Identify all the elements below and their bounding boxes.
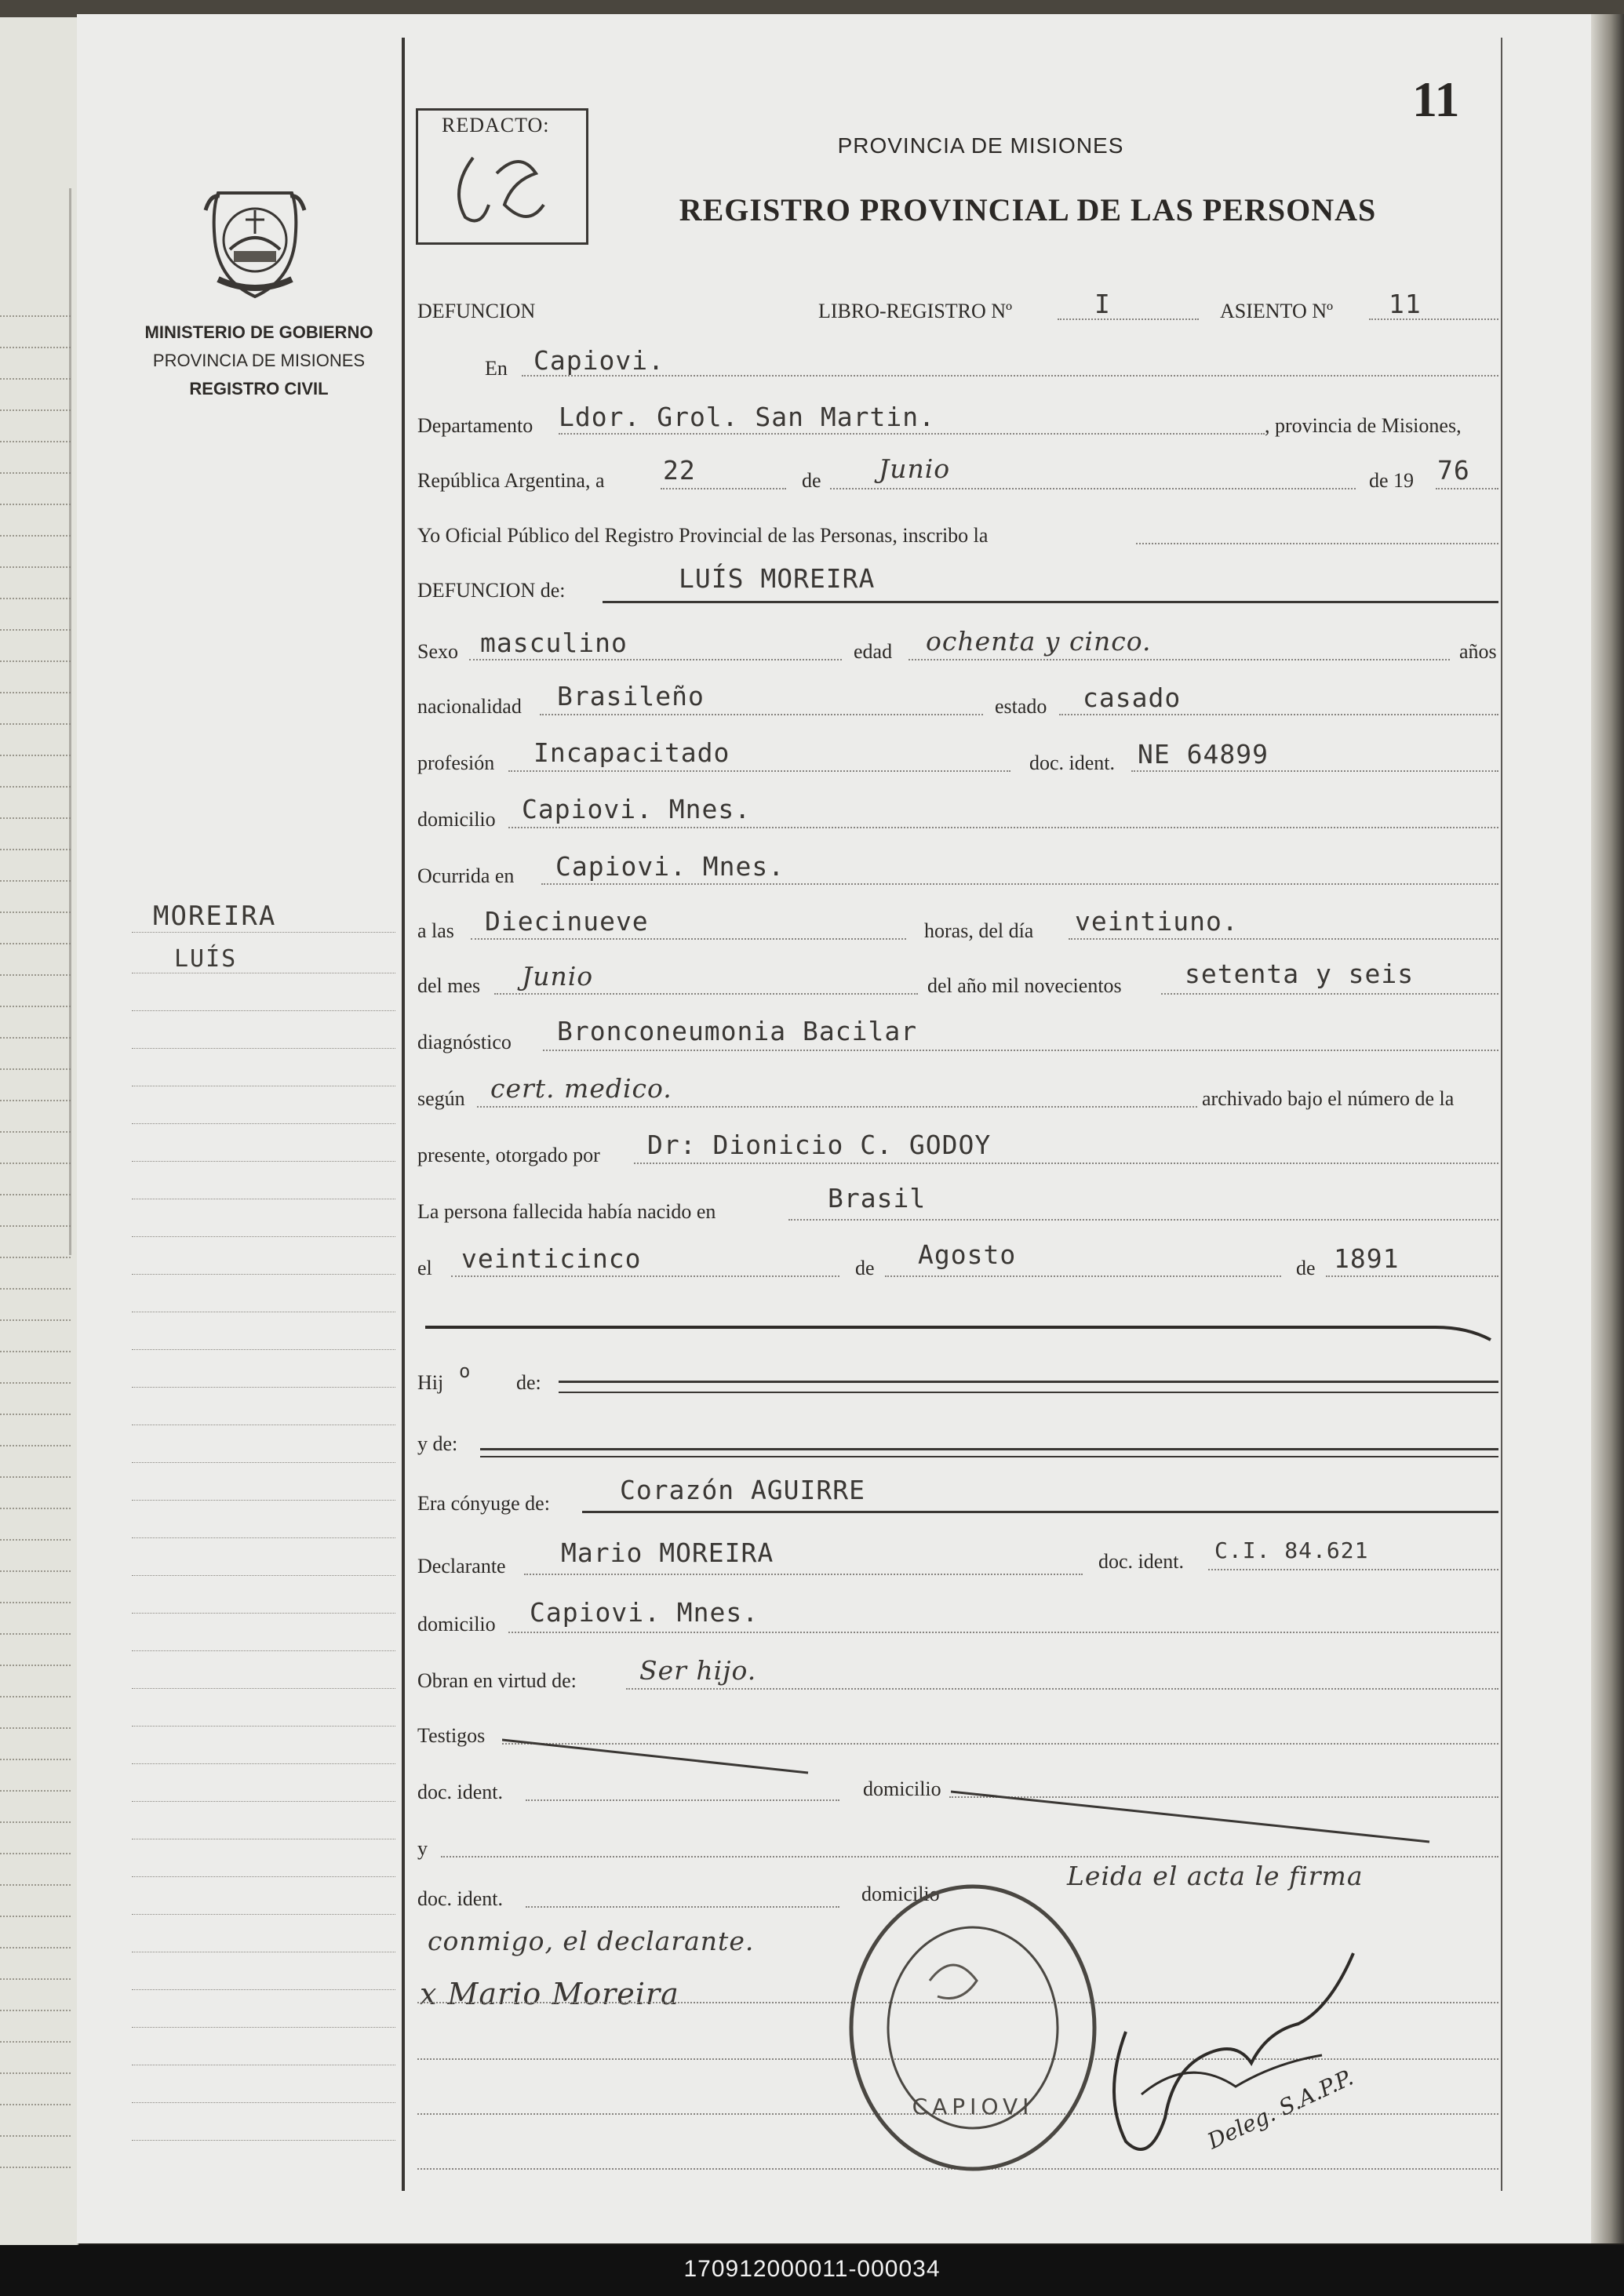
- ledger-stub: [0, 1445, 71, 1446]
- margin-line: [132, 1575, 395, 1576]
- nac-mes-line: [885, 1275, 1281, 1277]
- segun-value: cert. medico.: [490, 1073, 672, 1104]
- margin-line: [132, 1763, 395, 1764]
- estado-value: casado: [1083, 682, 1182, 713]
- margin-line: [132, 1650, 395, 1651]
- margin-line: [132, 1688, 395, 1689]
- margin-line: [132, 1914, 395, 1915]
- hijo-line-top: [559, 1381, 1498, 1383]
- ledger-stub: [0, 1163, 71, 1164]
- margin-line: [132, 932, 395, 933]
- nacionalidad-label: nacionalidad: [417, 695, 522, 718]
- estado-line: [1059, 714, 1498, 715]
- en-line: [522, 375, 1498, 377]
- ledger-stub: [0, 1288, 71, 1290]
- margin-line: [132, 1161, 395, 1162]
- obran-label: Obran en virtud de:: [417, 1669, 577, 1692]
- margin-line: [132, 1801, 395, 1802]
- oficial-text: Yo Oficial Público del Registro Provincial de las Personas, inscribo la: [417, 524, 989, 547]
- ledger-stub: [0, 1821, 71, 1823]
- del-mes-label: del mes: [417, 974, 481, 997]
- libro-line: [1058, 318, 1199, 320]
- el-label: el: [417, 1257, 432, 1279]
- ledger-stub: [0, 472, 71, 474]
- official-signature-icon: [1094, 1938, 1369, 2173]
- hijo-label: Hij: [417, 1371, 444, 1394]
- nac-anio-value: 1891: [1334, 1243, 1400, 1274]
- de-label: de: [802, 469, 821, 492]
- ledger-stub: [0, 315, 71, 317]
- sexo-line: [469, 659, 842, 660]
- testigos-cancel-stroke: [502, 1732, 816, 1779]
- margin-line: [132, 1537, 395, 1538]
- doc-ident-line: [1131, 770, 1498, 772]
- ledger-stub: [0, 2104, 71, 2105]
- declarante-value: Mario MOREIRA: [561, 1537, 774, 1568]
- oficial-line: [1136, 543, 1498, 544]
- presente-value: Dr: Dionicio C. GODOY: [647, 1130, 992, 1160]
- ledger-stub: [0, 1759, 71, 1760]
- a-las-label: a las: [417, 919, 454, 942]
- anio-label: del año mil novecientos: [927, 974, 1122, 997]
- testigo-dom-cancel-stroke: [951, 1787, 1437, 1850]
- asiento-value: 11: [1389, 289, 1422, 319]
- conyuge-label: Era cónyuge de:: [417, 1492, 550, 1515]
- edad-line: [908, 659, 1450, 660]
- segun-label: según: [417, 1087, 465, 1110]
- margin-line: [132, 2140, 395, 2141]
- domicilio-value: Capiovi. Mnes.: [522, 794, 752, 824]
- redacto-initials-icon: [442, 142, 559, 235]
- doc-ident-label: doc. ident.: [1029, 751, 1116, 774]
- ledger-stub: [0, 1665, 71, 1666]
- edad-value: ochenta y cinco.: [926, 626, 1152, 657]
- mes-line: [494, 993, 918, 995]
- ledger-stub: [0, 1947, 71, 1949]
- fecha-mes-line: [830, 488, 1356, 489]
- ledger-stub: [0, 660, 71, 662]
- anios-label: años: [1459, 640, 1497, 663]
- en-value: Capiovi.: [533, 345, 665, 376]
- ledger-stub: [0, 1978, 71, 1980]
- defuncion-de-line: [603, 601, 1498, 603]
- conyuge-line: [582, 1511, 1498, 1513]
- ledger-stub: [0, 723, 71, 725]
- ledger-stub: [0, 409, 71, 411]
- conyuge-value: Corazón AGUIRRE: [620, 1475, 866, 1505]
- ledger-stub: [0, 1131, 71, 1133]
- fallecido-name: LUÍS MOREIRA: [679, 563, 876, 594]
- nacido-label: La persona fallecida había nacido en: [417, 1200, 716, 1223]
- declarante-dom-line: [508, 1632, 1498, 1633]
- fecha-mes: Junio: [879, 453, 951, 484]
- fecha-anio-line: [1436, 488, 1498, 489]
- fecha-anio: 76: [1437, 455, 1470, 486]
- ledger-stub: [0, 1853, 71, 1854]
- firma-declarante: x Mario Moreira: [420, 1977, 679, 2011]
- binding-thread: [69, 188, 78, 1255]
- leida-text: Leida el acta le firma: [1067, 1861, 1364, 1891]
- ocurrida-line: [541, 883, 1498, 885]
- profesion-value: Incapacitado: [533, 737, 730, 768]
- ledger-stub: [0, 849, 71, 850]
- ministry-province: PROVINCIA DE MISIONES: [152, 351, 366, 370]
- ledger-stub: [0, 2072, 71, 2074]
- conmigo-text: conmigo, el declarante.: [428, 1926, 755, 1956]
- ledger-stub: [0, 1006, 71, 1007]
- declarante-dom-label: domicilio: [417, 1613, 496, 1636]
- sexo-value: masculino: [480, 628, 628, 658]
- domicilio-label: domicilio: [417, 808, 496, 831]
- segun-line: [477, 1106, 1197, 1108]
- margin-line: [132, 1462, 395, 1463]
- libro-label: LIBRO-REGISTRO Nº: [818, 300, 1013, 322]
- sexo-label: Sexo: [417, 640, 458, 663]
- ledger-stub: [0, 504, 71, 505]
- nac-dia-value: veinticinco: [461, 1243, 642, 1274]
- margin-line: [132, 1387, 395, 1388]
- margin-line: [132, 1876, 395, 1877]
- anio-value: setenta y seis: [1185, 959, 1415, 989]
- departamento-value: Ldor. Grol. San Martin.: [559, 402, 935, 432]
- ledger-stub: [0, 566, 71, 568]
- ledger-stub: [0, 1037, 71, 1039]
- page-number: 11: [1412, 71, 1460, 127]
- margin-line: [132, 1123, 395, 1124]
- ledger-stub: [0, 1476, 71, 1478]
- ledger-stub: [0, 1916, 71, 1917]
- ministry-registry: REGISTRO CIVIL: [189, 379, 329, 398]
- testigo2-doc-line: [526, 1906, 839, 1908]
- testigo-doc-label: doc. ident.: [417, 1781, 504, 1803]
- edad-label: edad: [854, 640, 893, 663]
- defuncion-heading: DEFUNCION: [417, 300, 536, 322]
- ledger-stub: [0, 1194, 71, 1195]
- testigos-label: Testigos: [417, 1724, 486, 1747]
- ledger-stub: [0, 2010, 71, 2011]
- ledger-stub: [0, 880, 71, 882]
- nacido-value: Brasil: [828, 1183, 927, 1213]
- ledger-stub: [0, 943, 71, 944]
- left-page-edge: [0, 17, 78, 2245]
- ledger-stub: [0, 1790, 71, 1792]
- dia-line: [1069, 938, 1498, 940]
- ledger-stub: [0, 1225, 71, 1227]
- anio-line: [1161, 993, 1498, 995]
- diagnostico-value: Bronconeumonia Bacilar: [557, 1016, 918, 1046]
- testigo-doc-line: [526, 1799, 839, 1801]
- margin-line: [132, 2027, 395, 2028]
- y-de-label: y de:: [417, 1432, 458, 1455]
- presente-label: presente, otorgado por: [417, 1144, 600, 1166]
- asiento-label: ASIENTO Nº: [1220, 300, 1334, 322]
- stamp-center-text: CAPIOVI: [912, 2094, 1034, 2120]
- margin-line: [132, 2102, 395, 2103]
- ledger-stub: [0, 1539, 71, 1541]
- nac-de2-label: de: [1296, 1257, 1316, 1279]
- declarante-doc-label: doc. ident.: [1098, 1550, 1185, 1573]
- ledger-stub: [0, 786, 71, 788]
- hijo-de-label: de:: [516, 1371, 541, 1394]
- de-19-label: de 19: [1369, 469, 1415, 492]
- nacido-line: [788, 1219, 1498, 1221]
- ledger-stub: [0, 629, 71, 631]
- declarante-line: [524, 1574, 1083, 1575]
- obran-value: Ser hijo.: [639, 1655, 757, 1686]
- diagnostico-label: diagnóstico: [417, 1031, 512, 1053]
- presente-line: [634, 1163, 1498, 1164]
- margin-line: [132, 1500, 395, 1501]
- ledger-stub: [0, 1508, 71, 1509]
- ledger-stub: [0, 598, 71, 599]
- ledger-stub: [0, 755, 71, 756]
- y-label: y: [417, 1837, 428, 1860]
- form-right-rule: [1501, 38, 1502, 2191]
- ledger-stub: [0, 1884, 71, 1886]
- ledger-stub: [0, 1696, 71, 1697]
- ledger-stub: [0, 378, 71, 380]
- margin-line: [132, 1989, 395, 1990]
- estado-label: estado: [995, 695, 1047, 718]
- ledger-stub: [0, 2135, 71, 2137]
- provincial-seal-icon: [202, 179, 308, 303]
- nac-anio-line: [1326, 1275, 1498, 1277]
- ledger-stub: [0, 817, 71, 819]
- margin-line: [132, 1048, 395, 1049]
- nacionalidad-line: [540, 714, 983, 715]
- en-label: En: [485, 357, 508, 380]
- hijo-suffix: o: [459, 1360, 472, 1382]
- dia-value: veintiuno.: [1075, 906, 1239, 937]
- nac-de-label: de: [855, 1257, 875, 1279]
- defuncion-de-label: DEFUNCION de:: [417, 579, 566, 602]
- ledger-stub: [0, 1068, 71, 1070]
- departamento-line: [559, 433, 1265, 435]
- image-id-caption: 170912000011-000034: [683, 2256, 941, 2282]
- margin-line: [132, 1613, 395, 1614]
- nac-dia-line: [451, 1275, 839, 1277]
- ledger-stub: [0, 1351, 71, 1352]
- book-right-edge: [1591, 14, 1624, 2243]
- declarante-doc-value: C.I. 84.621: [1214, 1537, 1369, 1563]
- horas-label: horas, del día: [924, 919, 1034, 942]
- margin-rule: [402, 38, 405, 2191]
- ledger-stub: [0, 1602, 71, 1603]
- ministry-header: [126, 318, 392, 403]
- fecha-dia-line: [661, 488, 786, 489]
- margin-surname: MOREIRA: [153, 901, 277, 932]
- hora-value: Diecinueve: [485, 906, 649, 937]
- province-title: PROVINCIA DE MISIONES: [837, 133, 1124, 158]
- declarante-label: Declarante: [417, 1555, 506, 1577]
- margin-line: [132, 1236, 395, 1237]
- ledger-stub: [0, 692, 71, 693]
- testigo-dom-label: domicilio: [863, 1777, 941, 1800]
- ocurrida-label: Ocurrida en: [417, 864, 515, 887]
- ledger-stub: [0, 2041, 71, 2043]
- provincia-suffix: , provincia de Misiones,: [1265, 414, 1462, 437]
- cancel-stroke: [416, 1318, 1498, 1349]
- ledger-stub: [0, 911, 71, 913]
- fecha-dia: 22: [663, 455, 696, 486]
- hijo-line: [559, 1392, 1498, 1393]
- profesion-line: [508, 770, 1010, 772]
- ministry-title: MINISTERIO DE GOBIERNO: [144, 322, 373, 342]
- ledger-stub: [0, 1414, 71, 1415]
- y-de-line: [480, 1456, 1498, 1457]
- registry-stamp-icon: [843, 1879, 1102, 2177]
- ledger-stub: [0, 1319, 71, 1321]
- hora-line: [471, 938, 906, 940]
- redacto-box: [416, 108, 588, 245]
- domicilio-line: [508, 827, 1498, 828]
- margin-line: [132, 1349, 395, 1350]
- margin-line: [132, 1274, 395, 1275]
- margin-line: [132, 1726, 395, 1727]
- ledger-stub: [0, 441, 71, 442]
- doc-ident-value: NE 64899: [1138, 739, 1269, 770]
- ocurrida-value: Capiovi. Mnes.: [555, 851, 785, 882]
- ledger-stub: [0, 1382, 71, 1384]
- ledger-stub: [0, 974, 71, 976]
- mes-value: Junio: [522, 961, 594, 992]
- ledger-stub: [0, 347, 71, 348]
- nacionalidad-value: Brasileño: [557, 681, 705, 711]
- profesion-label: profesión: [417, 751, 495, 774]
- ledger-stub: [0, 2167, 71, 2168]
- declarante-doc-line: [1208, 1569, 1498, 1570]
- ledger-stub: [0, 1727, 71, 1729]
- y-de-line-top: [480, 1448, 1498, 1450]
- margin-given-name: LUÍS: [174, 945, 238, 973]
- republica-label: República Argentina, a: [417, 469, 605, 492]
- signature-title: Deleg. S.A.P.P.: [1203, 2064, 1357, 2155]
- margin-line: [132, 1010, 395, 1011]
- ledger-stub: [0, 1257, 71, 1258]
- ledger-stub: [0, 1100, 71, 1101]
- redacto-label: REDACTO:: [442, 114, 550, 136]
- testigo2-dom-label: domicilio: [861, 1883, 940, 1905]
- ledger-stub: [0, 1570, 71, 1572]
- obran-line: [626, 1688, 1498, 1690]
- nac-mes-value: Agosto: [918, 1239, 1017, 1270]
- libro-value: I: [1094, 289, 1111, 319]
- ledger-stub: [0, 1633, 71, 1635]
- footer-bar: [0, 2245, 1624, 2296]
- ledger-stub: [0, 535, 71, 537]
- archivado-label: archivado bajo el número de la: [1202, 1087, 1455, 1110]
- testigo2-line: [441, 1856, 1498, 1858]
- declarante-dom-value: Capiovi. Mnes.: [530, 1597, 759, 1628]
- diagnostico-line: [543, 1050, 1498, 1051]
- testigo2-doc-label: doc. ident.: [417, 1887, 504, 1910]
- registry-title: REGISTRO PROVINCIAL DE LAS PERSONAS: [679, 192, 1377, 227]
- departamento-label: Departamento: [417, 414, 533, 437]
